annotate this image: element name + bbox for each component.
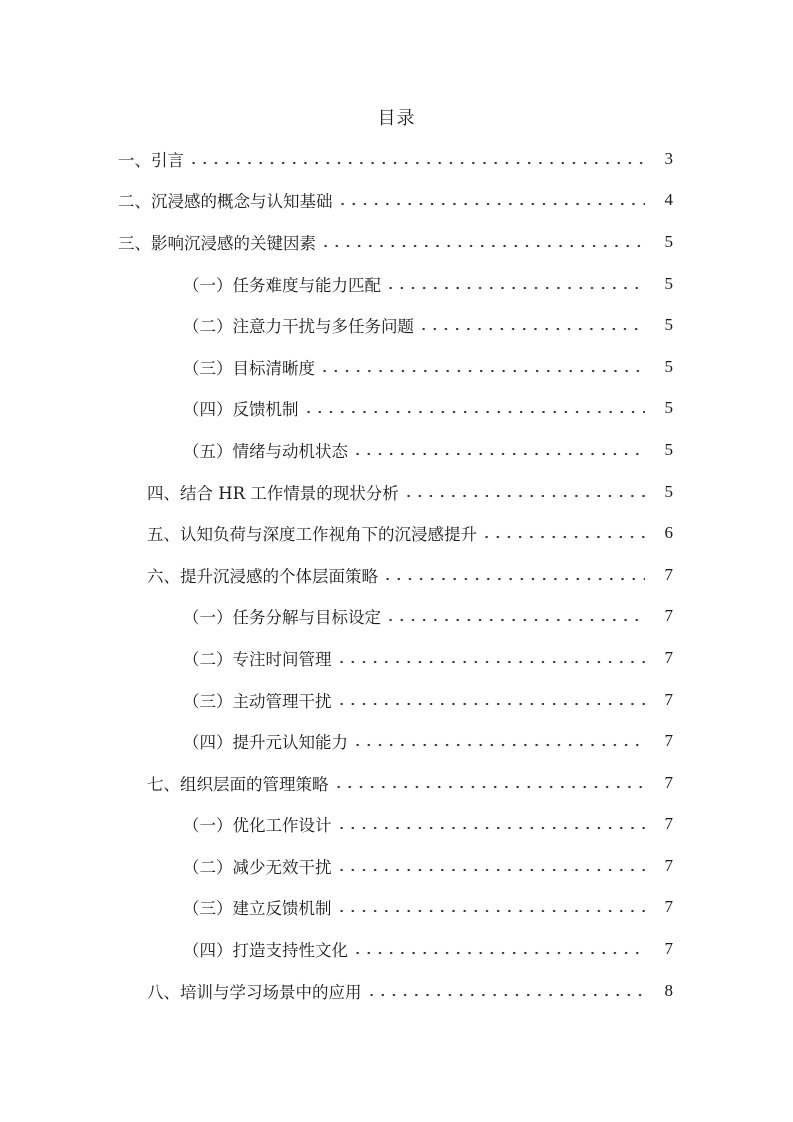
toc-dot-leader <box>382 571 645 587</box>
toc-entry-label: （三）主动管理干扰 <box>183 688 336 712</box>
toc-entry-label: （一）任务难度与能力匹配 <box>183 272 385 296</box>
toc-entry-page-number: 7 <box>645 565 673 585</box>
toc-dot-leader <box>336 903 646 919</box>
toc-entry[interactable] <box>0 304 793 346</box>
toc-entry-page-number: 5 <box>645 398 673 418</box>
toc-entry-label: （五）情绪与动机状态 <box>183 438 352 462</box>
toc-dot-leader <box>336 820 646 836</box>
toc-entry[interactable] <box>0 928 793 970</box>
toc-entry-label: （一）优化工作设计 <box>183 812 336 836</box>
toc-dot-leader <box>337 196 646 212</box>
toc-dot-leader <box>336 862 646 878</box>
toc-entry-label: 六、提升沉浸感的个体层面策略 <box>147 563 382 587</box>
toc-entry-page-number: 4 <box>645 190 673 210</box>
toc-entry-label: （二）专注时间管理 <box>183 646 336 670</box>
toc-entry[interactable] <box>0 429 793 471</box>
toc-entry-label: （二）注意力干扰与多任务问题 <box>183 313 418 337</box>
toc-entry-page-number: 7 <box>645 814 673 834</box>
toc-dot-leader <box>385 612 645 628</box>
toc-entry-page-number: 7 <box>645 856 673 876</box>
toc-entry-label: （三）目标清晰度 <box>183 355 319 379</box>
toc-entry-page-number: 5 <box>645 440 673 460</box>
toc-dot-leader <box>403 488 645 504</box>
toc-dot-leader <box>320 238 645 254</box>
toc-entry-page-number: 7 <box>645 648 673 668</box>
toc-title: 目录 <box>377 108 416 129</box>
toc-entry[interactable] <box>0 720 793 762</box>
toc-entry-label: 七、组织层面的管理策略 <box>147 771 333 795</box>
toc-entry-page-number: 5 <box>645 315 673 335</box>
toc-entry-page-number: 6 <box>645 523 673 543</box>
toc-entry-page-number: 7 <box>645 939 673 959</box>
toc-entry-page-number: 3 <box>645 149 673 169</box>
toc-entry-label: 二、沉浸感的概念与认知基础 <box>118 188 337 212</box>
toc-entry-label: （三）建立反馈机制 <box>183 895 336 919</box>
toc-dot-leader <box>188 155 645 171</box>
toc-dot-leader <box>481 529 645 545</box>
toc-entry[interactable] <box>0 138 793 180</box>
toc-entry-page-number: 7 <box>645 773 673 793</box>
toc-entry[interactable] <box>0 263 793 305</box>
toc-entry[interactable] <box>0 637 793 679</box>
toc-entry-label: （四）反馈机制 <box>183 396 303 420</box>
toc-entry-label: 三、影响沉浸感的关键因素 <box>118 230 320 254</box>
toc-dot-leader <box>418 321 645 337</box>
toc-entry[interactable] <box>0 180 793 222</box>
toc-entry-page-number: 8 <box>645 981 673 1001</box>
toc-dot-leader <box>352 446 645 462</box>
toc-dot-leader <box>333 779 646 795</box>
toc-entry[interactable] <box>0 346 793 388</box>
toc-dot-leader <box>319 363 645 379</box>
toc-entry-page-number: 5 <box>645 232 673 252</box>
toc-entry[interactable] <box>0 679 793 721</box>
toc-entry-page-number: 5 <box>645 274 673 294</box>
toc-entry-label: （二）减少无效干扰 <box>183 854 336 878</box>
toc-dot-leader <box>303 404 646 420</box>
toc-entry-label: （四）提升元认知能力 <box>183 729 352 753</box>
toc-entry-page-number: 7 <box>645 731 673 751</box>
toc-entry-label: 一、引言 <box>118 147 188 171</box>
toc-entry[interactable] <box>0 471 793 513</box>
toc-entry-label: 五、认知负荷与深度工作视角下的沉浸感提升 <box>147 521 481 545</box>
toc-entry[interactable] <box>0 388 793 430</box>
toc-entry[interactable] <box>0 221 793 263</box>
toc-entry[interactable] <box>0 845 793 887</box>
toc-entry-label: 四、结合 HR 工作情景的现状分析 <box>147 480 403 504</box>
toc-entry[interactable] <box>0 887 793 929</box>
toc-entry-page-number: 7 <box>645 897 673 917</box>
toc-list <box>0 138 793 1011</box>
toc-entry[interactable] <box>0 970 793 1012</box>
toc-dot-leader <box>366 987 646 1003</box>
toc-entry-page-number: 5 <box>645 357 673 377</box>
toc-entry-label: 八、培训与学习场景中的应用 <box>147 979 366 1003</box>
toc-dot-leader <box>336 696 646 712</box>
toc-entry-page-number: 5 <box>645 482 673 502</box>
toc-dot-leader <box>352 945 645 961</box>
toc-entry-page-number: 7 <box>645 690 673 710</box>
toc-entry[interactable] <box>0 804 793 846</box>
toc-entry-page-number: 7 <box>645 606 673 626</box>
toc-dot-leader <box>385 280 645 296</box>
toc-entry[interactable] <box>0 554 793 596</box>
toc-entry[interactable] <box>0 512 793 554</box>
toc-entry[interactable] <box>0 762 793 804</box>
toc-dot-leader <box>352 737 645 753</box>
toc-dot-leader <box>336 654 646 670</box>
toc-entry-label: （四）打造支持性文化 <box>183 937 352 961</box>
toc-entry-label: （一）任务分解与目标设定 <box>183 604 385 628</box>
toc-entry[interactable] <box>0 596 793 638</box>
